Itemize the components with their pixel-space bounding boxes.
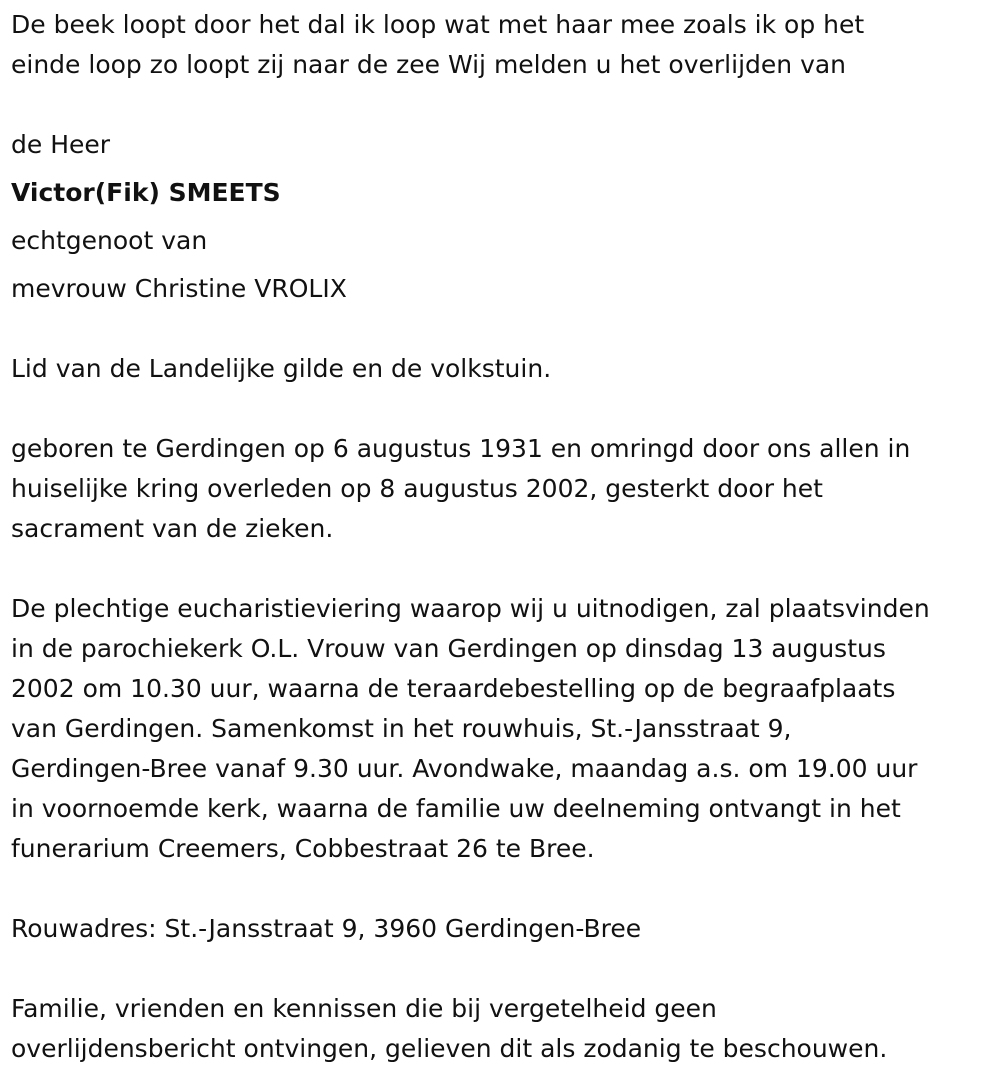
service-line: in de parochiekerk O.L. Vrouw van Gerdingen op dinsdag 13 augustus [11, 634, 886, 663]
service-line: funerarium Creemers, Cobbestraat 26 te Bree. [11, 834, 595, 863]
spouse-label: echtgenoot van [11, 226, 208, 255]
membership-paragraph: Lid van de Landelijke gilde en de volkstuin. [11, 354, 552, 383]
spouse-name: mevrouw Christine VROLIX [11, 274, 347, 303]
deceased-title: de Heer [11, 130, 111, 159]
service-line: van Gerdingen. Samenkomst in het rouwhuis, St.-Jansstraat 9, [11, 714, 792, 743]
birth-death-line: huiselijke kring overleden op 8 augustus 2002, gesterkt door het [11, 474, 823, 503]
mourning-address: Rouwadres: St.-Jansstraat 9, 3960 Gerdingen-Bree [11, 914, 642, 943]
service-line: De plechtige eucharistieviering waarop wij u uitnodigen, zal plaatsvinden [11, 594, 930, 623]
birth-death-line: sacrament van de zieken. [11, 514, 334, 543]
notice-line: Familie, vrienden en kennissen die bij vergetelheid geen [11, 994, 717, 1023]
service-line: in voornoemde kerk, waarna de familie uw deelneming ontvangt in het [11, 794, 901, 823]
notice-paragraph [11, 989, 887, 1069]
service-line: 2002 om 10.30 uur, waarna de teraardebestelling op de begraafplaats [11, 674, 896, 703]
birth-death-line: geboren te Gerdingen op 6 augustus 1931 en omringd door ons allen in [11, 434, 911, 463]
intro-paragraph [11, 5, 864, 85]
service-line: Gerdingen-Bree vanaf 9.30 uur. Avondwake, maandag a.s. om 19.00 uur [11, 754, 918, 783]
service-paragraph [11, 589, 930, 869]
intro-line: De beek loopt door het dal ik loop wat met haar mee zoals ik op het [11, 10, 865, 39]
notice-line: overlijdensbericht ontvingen, gelieven dit als zodanig te beschouwen. [11, 1034, 888, 1063]
birth-death-paragraph [11, 429, 910, 549]
deceased-name: Victor(Fik) SMEETS [11, 178, 281, 207]
intro-line: einde loop zo loopt zij naar de zee Wij melden u het overlijden van [11, 50, 847, 79]
